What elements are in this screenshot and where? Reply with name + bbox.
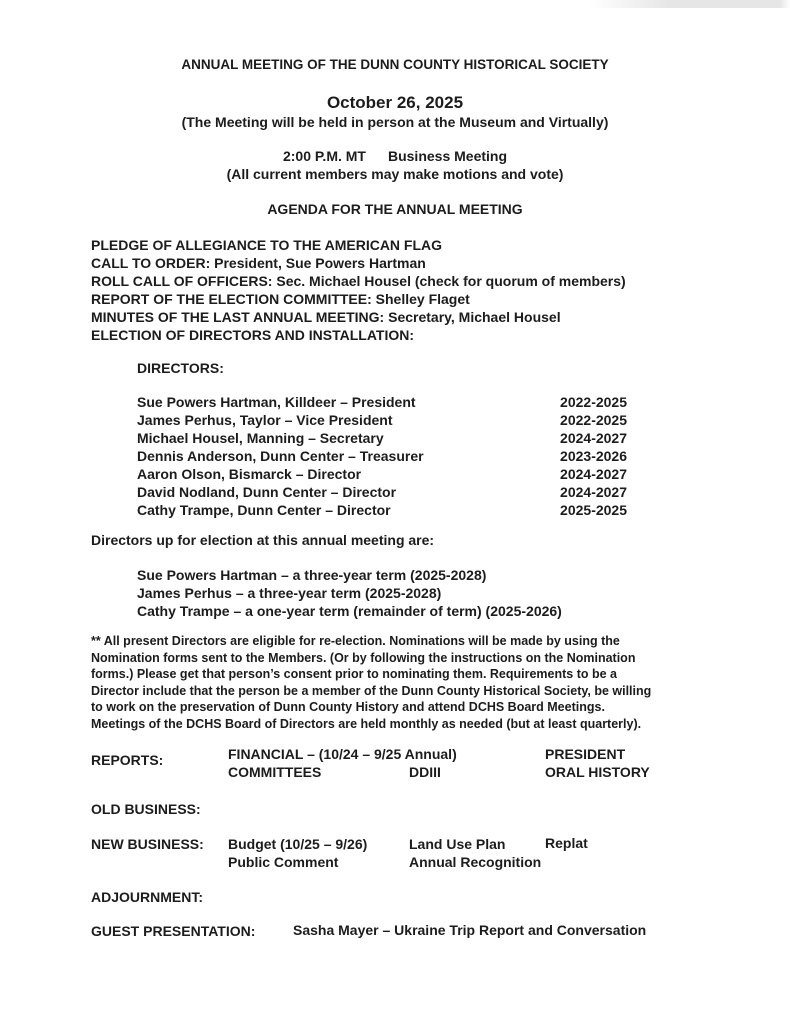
candidate-item: Sue Powers Hartman – a three-year term (2025-2028): [137, 567, 487, 583]
nomination-note-line: ** All present Directors are eligible for re-election. Nominations will be made by using the: [91, 634, 620, 648]
reports-oral-history: ORAL HISTORY: [545, 764, 650, 780]
director-row: [137, 429, 627, 447]
old-business-label: OLD BUSINESS:: [91, 801, 201, 817]
new-business-annual-recognition: Annual Recognition: [409, 854, 542, 870]
reports-label: REPORTS:: [91, 752, 164, 768]
guest-presentation-value: Sasha Mayer – Ukraine Trip Report and Conversation: [293, 922, 647, 938]
director-name: Michael Housel, Manning – Secretary: [137, 430, 384, 446]
nomination-note-line: forms.) Please get that person’s consent prior to nominating them. Requirements to be a: [91, 667, 618, 681]
director-row: [137, 483, 627, 501]
document-title: ANNUAL MEETING OF THE DUNN COUNTY HISTORICAL SOCIETY: [181, 57, 609, 72]
director-term: 2023-2026: [560, 448, 627, 464]
voting-note: (All current members may make motions and vote): [226, 166, 564, 182]
new-business-budget: Budget (10/25 – 9/26): [228, 836, 368, 852]
reports-ddiii: DDIII: [409, 764, 441, 780]
director-row: [137, 501, 627, 519]
director-term: 2024-2027: [560, 466, 627, 482]
reports-president: PRESIDENT: [545, 746, 626, 762]
director-term: 2022-2025: [560, 412, 627, 428]
director-row: [137, 465, 627, 483]
agenda-title: AGENDA FOR THE ANNUAL MEETING: [267, 201, 523, 217]
director-name: Aaron Olson, Bismarck – Director: [137, 466, 362, 482]
director-name: James Perhus, Taylor – Vice President: [137, 412, 393, 428]
agenda-item-minutes: MINUTES OF THE LAST ANNUAL MEETING: Secretary, Michael Housel: [91, 309, 561, 325]
nomination-note: [91, 633, 651, 732]
agenda-item-election-committee: REPORT OF THE ELECTION COMMITTEE: Shelley Flaget: [91, 291, 470, 307]
nomination-note-line: Director include that the person be a member of the Dunn County Historical Society, be willing: [91, 683, 652, 698]
location-note: (The Meeting will be held in person at the Museum and Virtually): [181, 114, 609, 130]
election-candidates: [137, 566, 562, 620]
new-business-public-comment: Public Comment: [228, 854, 339, 870]
director-term: 2024-2027: [560, 484, 627, 500]
meeting-type: Business Meeting: [387, 148, 508, 164]
directors-heading: DIRECTORS:: [137, 360, 224, 376]
meeting-time: 2:00 P.M. MT: [282, 148, 366, 164]
reports-committees: COMMITTEES: [228, 764, 322, 780]
adjournment-label: ADJOURNMENT:: [91, 889, 203, 905]
director-term: 2024-2027: [560, 430, 627, 446]
director-name: Dennis Anderson, Dunn Center – Treasurer: [137, 448, 424, 464]
election-heading: Directors up for election at this annual meeting are:: [91, 532, 435, 548]
director-name: Sue Powers Hartman, Killdeer – President: [137, 394, 416, 410]
meeting-date: October 26, 2025: [326, 93, 464, 112]
nomination-note-line: to work on the preservation of Dunn County History and attend DCHS Board Meetings.: [91, 700, 605, 714]
agenda-item-election-of-directors: ELECTION OF DIRECTORS AND INSTALLATION:: [91, 327, 415, 343]
director-row: [137, 447, 627, 465]
director-term: 2022-2025: [560, 394, 627, 410]
director-name: Cathy Trampe, Dunn Center – Director: [137, 502, 391, 518]
candidate-item: James Perhus – a three-year term (2025-2028): [137, 585, 442, 601]
director-row: [137, 411, 627, 429]
agenda-items: [91, 236, 626, 344]
nomination-note-line: Nomination forms sent to the Members. (Or by following the instructions on the Nomination: [91, 650, 636, 665]
scan-shadow: [590, 0, 790, 8]
director-row: [137, 393, 627, 411]
nomination-note-line: Meetings of the DCHS Board of Directors are held monthly as needed (but at least quarterly).: [91, 716, 642, 731]
new-business-land-use-plan: Land Use Plan: [409, 836, 506, 852]
directors-table: [137, 393, 627, 519]
director-term: 2025-2025: [560, 502, 627, 518]
new-business-label: NEW BUSINESS:: [91, 836, 204, 852]
candidate-item: Cathy Trampe – a one-year term (remainder of term) (2025-2026): [137, 603, 562, 619]
guest-presentation-label: GUEST PRESENTATION:: [91, 923, 256, 939]
director-name: David Nodland, Dunn Center – Director: [137, 484, 397, 500]
agenda-item-call-to-order: CALL TO ORDER: President, Sue Powers Hartman: [91, 255, 426, 271]
reports-financial: FINANCIAL – (10/24 – 9/25 Annual): [228, 746, 457, 762]
agenda-item-pledge: PLEDGE OF ALLEGIANCE TO THE AMERICAN FLAG: [91, 237, 443, 253]
new-business-replat: Replat: [545, 835, 588, 851]
meeting-time-line: [0, 148, 790, 164]
agenda-item-roll-call: ROLL CALL OF OFFICERS: Sec. Michael Housel (check for quorum of members): [91, 273, 626, 289]
